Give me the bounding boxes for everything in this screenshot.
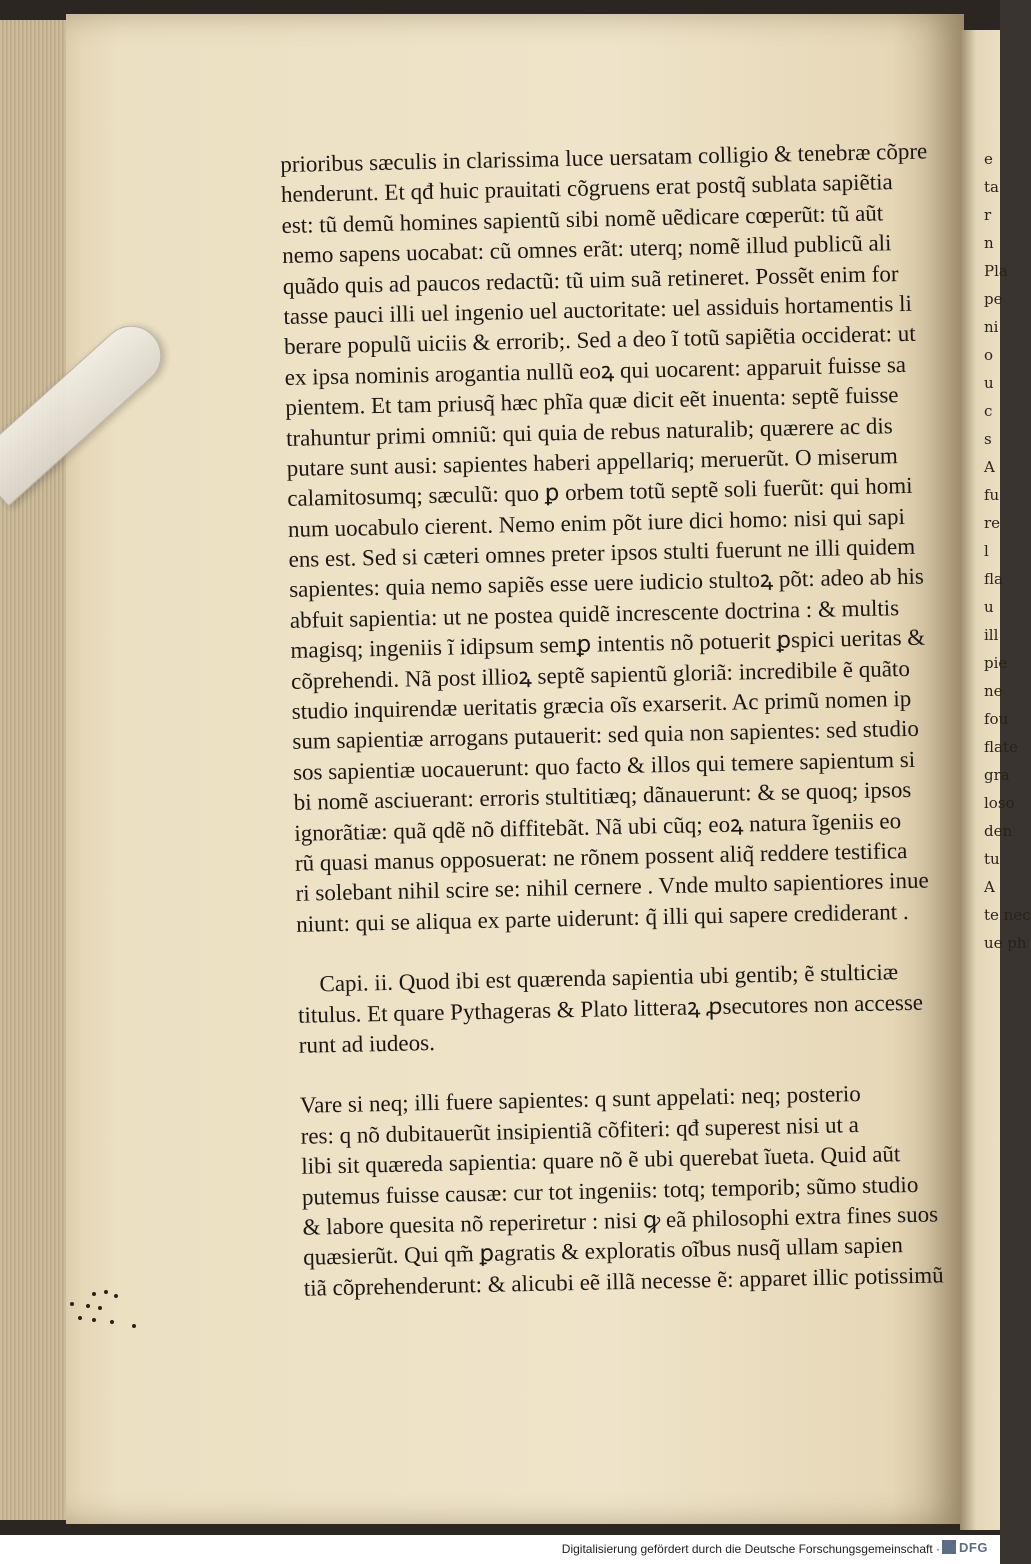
text-line: titulus. Et quare Pythageras & Plato litteraꝝ ꝓsecutores non accesse: [297, 989, 924, 1028]
text-line: berare populũ uiciis & errorib;. Sed a deo ĩ totũ sapiẽtia occiderat: ut: [283, 321, 916, 360]
text-line: studio inquirendæ ueritatis græcia oĩs exarserit. Ac primũ nomen ip: [291, 685, 912, 724]
text-line: est: tũ demũ homines sapientũ sibi nomẽ uẽdicare cœperũt: tũ aũt: [281, 200, 884, 238]
footer-bar: [0, 1535, 1000, 1564]
page-edges: [0, 20, 71, 1520]
right-page-fragment: l: [984, 542, 989, 560]
text-line: putemus fuisse causæ: cur tot ingeniis: totq; temporib; sũmo studio: [301, 1171, 919, 1210]
text-line: niunt: qui se aliqua ex parte uiderunt: q̃ illi qui sapere crediderant .: [295, 898, 909, 937]
text-line: sapientes: quia nemo sapiẽs esse uere iudicio stultoꝝ põt: adeo ab his: [288, 564, 925, 603]
text-line: runt ad iudeos.: [298, 1029, 436, 1058]
text-line: prioribus sæculis in clarissima luce uersatam colligio & tenebræ cõpre: [280, 138, 928, 177]
text-line: libi sit quæreda sapientia: quare nõ ẽ ubi querebat ĩueta. Quid aũt: [301, 1141, 901, 1179]
text-line: Capi. ii. Quod ibi est quærenda sapientia ubi gentib; ẽ stulticiæ: [319, 959, 899, 997]
right-page-fragment: c: [984, 402, 993, 420]
text-line: tasse pauci illi uel ingenio uel auctoritate: uel assiduis hortamentis li: [283, 290, 913, 329]
right-page-fragment: ta: [984, 178, 999, 196]
right-page-fragment: ue ph: [984, 934, 1027, 952]
right-page-fragment: pe: [984, 290, 1003, 308]
text-line: quæsierũt. Qui qm̃ ꝑagratis & exploratis oĩbus nusq̃ ullam sapien: [302, 1232, 904, 1271]
text-line: ex ipsa nominis arogantia nullũ eoꝝ qui uocarent: apparuit fuisse sa: [284, 351, 907, 390]
right-page-fragment: o: [984, 346, 994, 364]
dfg-logo-mark-icon: [942, 1540, 956, 1554]
right-page-fragment: fou: [984, 710, 1009, 728]
right-page-fragment: ne: [984, 682, 1003, 700]
right-page-fragment: r: [984, 206, 992, 224]
dfg-logo: [942, 1540, 988, 1555]
right-page-fragment: gra: [984, 766, 1010, 784]
right-page-fragment: loso: [984, 794, 1015, 812]
text-line: trahuntur primi omniũ: qui quia de rebus naturalib; quærere ac dis: [285, 412, 893, 451]
text-line: ri solebant nihil scire se: nihil cernere . Vnde multo sapientiores inue: [295, 867, 929, 907]
text-line: nemo sapens uocabat: cũ omnes erãt: uterq; nomẽ illud publicũ ali: [281, 230, 892, 269]
text-line: cõprehendi. Nã post illioꝝ septẽ sapientũ gloriã: incredibile ẽ quãto: [290, 655, 911, 694]
right-page-fragment: Pla: [984, 262, 1008, 280]
footer-credit: Digitalisierung gefördert durch die Deutsche Forschungsgemeinschaft ·: [561, 1542, 940, 1556]
text-line: calamitosumq; sæculũ: quo ꝑ orbem totũ septẽ soli fuerũt: qui homi: [287, 473, 913, 512]
dfg-logo-text: DFG: [959, 1540, 988, 1555]
right-page-fragment: s: [984, 430, 992, 448]
text-line: rũ quasi manus opposuerat: ne rõnem possent aliq̃ reddere testifica: [294, 838, 908, 876]
right-page-fragment: ni: [984, 318, 999, 336]
right-page-fragment: te nec: [984, 906, 1031, 924]
right-page-fragment: re: [984, 514, 1001, 532]
text-line: pientem. Et tam priusq̃ hæc phĩa quæ dicit eẽt inuenta: septẽ fuisse: [285, 382, 899, 421]
paragraph-1: [280, 137, 936, 940]
right-page-fragment: u: [984, 374, 994, 392]
text-line: Vare si neq; illi fuere sapientes: q sunt appelati: neq; posterio: [299, 1081, 861, 1119]
text-line: magisq; ingeniis ĩ idipsum semꝑ intentis nõ potuerit ꝑspici ueritas &: [290, 624, 926, 664]
right-page-fragment: A: [984, 458, 995, 476]
paragraph-2: [300, 1078, 944, 1304]
text-block: [280, 137, 944, 1304]
text-line: henderunt. Et qđ huic prauitati cõgruens erat postq̃ sublata sapiẽtia: [280, 169, 893, 208]
text-line: bi nomẽ asciuerant: erroris stultitiæq; dãnauerunt: & se quoq; ipsos: [293, 777, 912, 816]
right-page-fragment: n: [984, 234, 994, 252]
text-line: & labore quesita nõ reperiretur : nisi ꝙ eã philosophi extra fines suos: [302, 1201, 939, 1240]
right-page-fragment: u: [984, 598, 994, 616]
text-line: putare sunt ausi: sapientes haberi appellariq; meruerũt. O miserum: [286, 443, 899, 481]
chapter-heading: [297, 957, 939, 1062]
right-page-fragment: tu: [984, 850, 1000, 868]
text-line: ens est. Sed si cæteri omnes preter ipsos stulti fuerunt ne illi quidem: [288, 533, 916, 572]
text-line: sos sapientiæ uocauerunt: quo facto & illos qui temere sapientum si: [292, 746, 916, 785]
right-page-edge: [960, 30, 1031, 1530]
text-line: abfuit sapientia: ut ne postea quidẽ increscente doctrina : & multis: [289, 594, 900, 633]
right-page-fragment: fu: [984, 486, 1000, 504]
text-line: res: q nõ dubitauerũt insipientiã cõfiteri: qđ superest nisi ut a: [300, 1111, 860, 1149]
right-page-fragment: pie: [984, 654, 1008, 672]
text-line: num uocabulo cierent. Nemo enim põt iure dici homo: nisi qui sapi: [287, 503, 906, 542]
text-line: tiã cõprehenderunt: & alicubi eẽ illã necesse ẽ: apparet illic potissimũ: [303, 1262, 944, 1301]
right-page-fragment: ill: [984, 626, 999, 644]
right-page-fragment: A: [984, 878, 995, 896]
text-line: ignorãtiæ: quã qdẽ nõ diffitebãt. Nã ubi cũq; eoꝝ natura ĩgeniis eo: [294, 807, 902, 846]
text-line: sum sapientiæ arrogans putauerit: sed quia non sapientes: sed studio: [292, 716, 920, 755]
right-page-fragment: e: [984, 150, 993, 168]
printer-marks: [62, 1290, 142, 1330]
right-page-fragment: den: [984, 822, 1013, 840]
text-line: quãdo quis ad paucos redactũ: tũ uim suã retineret. Possẽt enim for: [282, 260, 899, 299]
right-page-fragment: fla: [984, 570, 1003, 588]
right-page-fragment: flate: [984, 738, 1018, 756]
